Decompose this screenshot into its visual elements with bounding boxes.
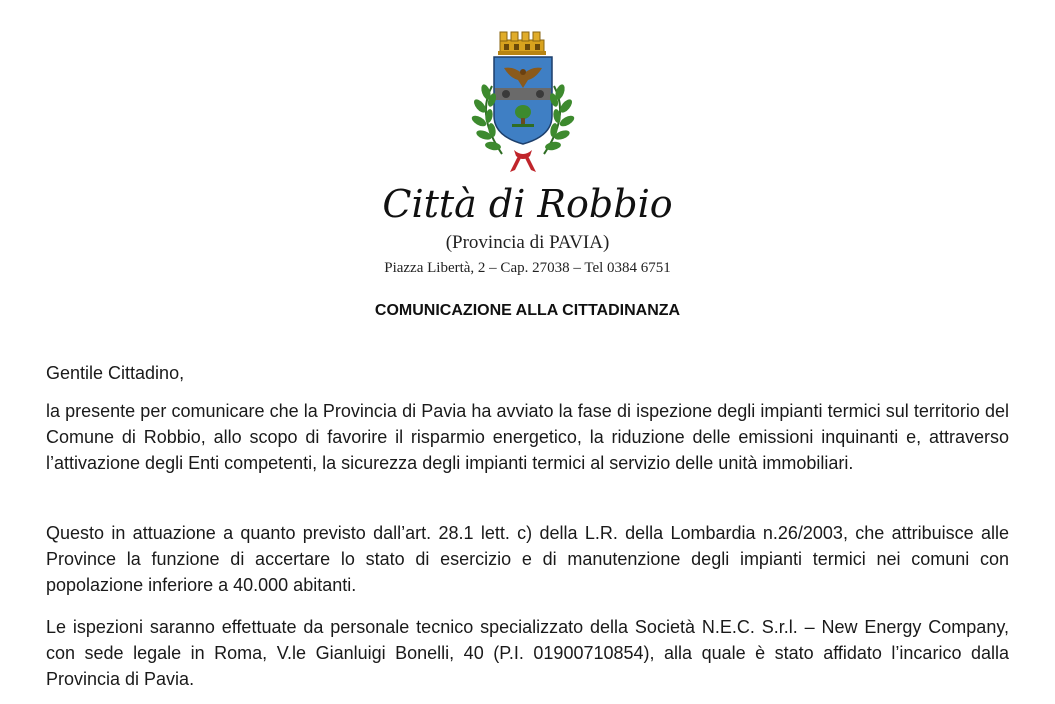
paragraph: la presente per comunicare che la Provincia di Pavia ha avviato la fase di ispezione degli impianti termici sul territorio del Comune di Robbio, allo scopo di favorire il risparmio energetico, la riduzione delle emissioni inquinanti e, attraverso l’attivazione degli Enti competenti, la sicurezza degli impianti termici al servizio delle unità immobiliari. bbox=[46, 401, 1009, 473]
ribbon-icon bbox=[510, 150, 536, 172]
document-title: COMUNICAZIONE ALLA CITTADINANZA bbox=[374, 302, 681, 319]
greeting: Gentile Cittadino, bbox=[46, 363, 185, 383]
paragraph: Le ispezioni saranno effettuate da personale tecnico specializzato della Società N.E.C. S.r.l. – New Energy Company, con sede legale in Roma, V.le Gianluigi Bonelli, 40 (P.I. 01900710854), alla quale è stato affidato l’incarico dalla Provincia di Pavia. bbox=[46, 617, 1009, 689]
paragraph: Questo in attuazione a quanto previsto dall’art. 28.1 lett. c) della L.R. della Lombardia n.26/2003, che attribuisce alle Province la funzione di accertare lo stato di esercizio e di manutenzione degli impianti termici nei comuni con popolazione inferiore a 40.000 abitanti. bbox=[46, 523, 1009, 595]
shield-icon bbox=[494, 57, 552, 144]
address-line: Piazza Libertà, 2 – Cap. 27038 – Tel 0384 6751 bbox=[384, 260, 671, 276]
town-name: Città di Robbio bbox=[382, 182, 673, 226]
province-line: (Provincia di PAVIA) bbox=[445, 232, 610, 253]
coat-of-arms-icon bbox=[454, 26, 592, 176]
crown-icon bbox=[498, 32, 546, 55]
